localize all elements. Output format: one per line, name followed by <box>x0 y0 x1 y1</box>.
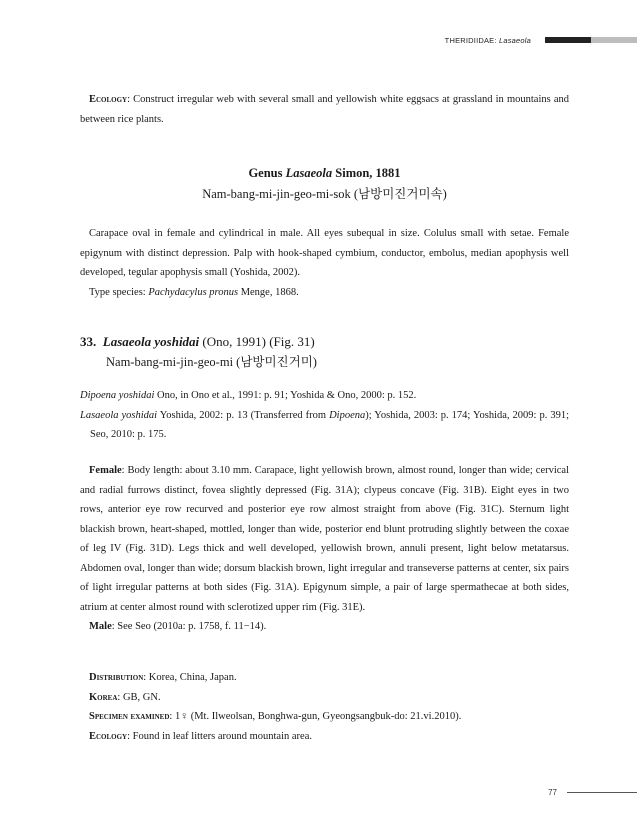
ecology-text: : Found in leaf litters around mountain area. <box>127 730 312 742</box>
female-text: : Body length: about 3.10 mm. Carapace, light yellowish brown, almost round, longer than wide; cervical and radial furrows distinct, fovea slightly depressed (Fig. 31A); clypeus concave (Fig. 31B). Eight eyes in two rows, anterior eye row recurved and posterior eye row almost straight from above (Fig. 31C). Sternum light blackish brown, heart-shaped, mottled, longer than wide, posterior end blunt protruding slightly between the coxae of leg IV (Fig. 31D). Legs thick and well developed, yellowish brown, annuli present, light below metatarsus. Abdomen oval, longer than wide; dorsum blackish brown, light irregular and transeverse patterns at center, six pairs of light irregular patterns at both sides (Fig. 31A). Epigynum simple, a pair of large spermathecae at both sides, atrium at center almost round with sclerotized upper rim (Fig. 31E). <box>80 465 569 613</box>
type-species <box>80 283 569 303</box>
synonym-2-genus: Dipoena <box>329 409 366 421</box>
korea-records <box>80 688 569 708</box>
page-footer <box>548 788 637 797</box>
synonymy-section <box>80 386 569 445</box>
page-number: 77 <box>548 788 557 797</box>
species-name: Lasaeola yoshidai <box>102 334 200 349</box>
genus-title-name: Lasaeola <box>285 166 333 180</box>
ecology <box>80 727 569 747</box>
specimen-text: : 1♀ (Mt. Ilweolsan, Bonghwa-gun, Gyeongsangbuk-do: 21.vi.2010). <box>169 711 462 722</box>
male-label: Male <box>89 621 112 632</box>
ecology-label: Ecology <box>89 730 128 742</box>
header-bar-dark <box>545 37 591 43</box>
specimen-examined <box>80 707 569 727</box>
synonym-2-text-a: Yoshida, 2002: p. 13 (Transferred from <box>157 409 330 421</box>
species-author: (Ono, 1991) (Fig. 31) <box>199 334 315 349</box>
distribution <box>80 668 569 688</box>
running-header-text <box>445 36 531 45</box>
type-species-label: Type species: <box>89 286 149 298</box>
genus-title <box>80 166 569 181</box>
distribution-text: : Korea, China, Japan. <box>143 672 237 683</box>
species-number: 33. <box>80 334 97 349</box>
header-family: THERIDIIDAE: <box>444 35 499 45</box>
male-description <box>80 617 569 637</box>
ecology-top-paragraph <box>80 90 569 129</box>
genus-description: Carapace oval in female and cylindrical in male. All eyes subequal in size. Colulus small with setae. Female epigynum with distinct depression. Palp with hook-shaped cymbium, conductor, embolus, median apophysis well developed, tegular apophysis small (Yoshida, 2002). <box>80 228 569 278</box>
description-section <box>80 461 569 637</box>
synonym-2-text-b: ); Yoshida, 2003: p. 174; Yoshida, 2009: p. 391; Seo, 2010: p. 175. <box>90 409 569 440</box>
type-species-name: Pachydacylus pronus <box>148 286 239 298</box>
footer-rule <box>567 792 637 793</box>
records-section <box>80 668 569 746</box>
header-bar-light <box>591 37 637 43</box>
female-description <box>80 461 569 617</box>
ecology-top-label: Ecology <box>89 94 128 105</box>
species-korean-name: Nam-bang-mi-jin-geo-mi (남방미진거미) <box>106 355 317 369</box>
specimen-label: Specimen examined <box>89 711 170 722</box>
genus-title-post: Simon, 1881 <box>332 166 401 180</box>
synonym-1 <box>80 386 569 406</box>
genus-title-pre: Genus <box>248 166 286 180</box>
header-genus: Lasaeola <box>498 35 531 45</box>
korea-text: : GB, GN. <box>117 691 161 703</box>
synonym-2 <box>80 406 569 445</box>
genus-korean-name: Nam-bang-mi-jin-geo-mi-sok (남방미진거미속) <box>202 187 447 201</box>
female-label: Female <box>89 465 122 476</box>
species-title <box>80 334 315 350</box>
korea-label: Korea <box>89 691 118 703</box>
distribution-label: Distribution <box>89 672 144 683</box>
type-species-author: Menge, 1868. <box>238 286 299 298</box>
synonym-1-name: Dipoena yoshidai <box>80 390 155 401</box>
running-header <box>445 33 637 47</box>
synonym-2-name: Lasaeola yoshidai <box>80 409 158 421</box>
synonym-1-text: Ono, in Ono et al., 1991: p. 91; Yoshida & Ono, 2000: p. 152. <box>154 390 417 401</box>
ecology-top-section <box>80 90 569 129</box>
ecology-top-text: : Construct irregular web with several small and yellowish white eggsacs at grassland in mountains and between rice plants. <box>80 94 569 125</box>
male-text: : See Seo (2010a: p. 1758, f. 11−14). <box>111 621 267 632</box>
genus-description-section <box>80 224 569 302</box>
